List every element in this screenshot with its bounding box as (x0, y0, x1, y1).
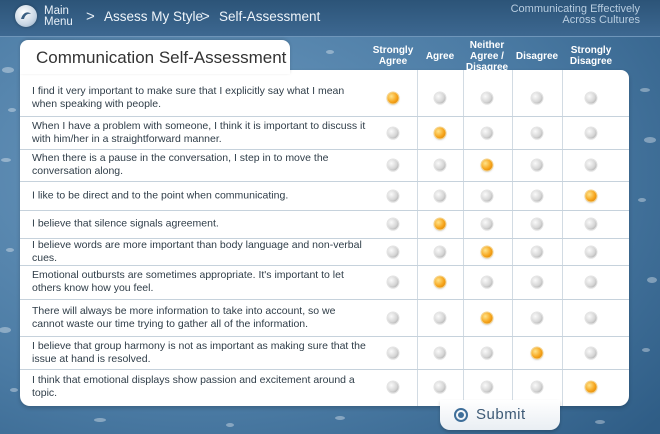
rating-radio-1[interactable] (388, 382, 399, 393)
course-title: Communicating Effectively Across Cultures (510, 3, 640, 26)
column-header: Strongly Agree (372, 45, 414, 67)
rating-radio-4[interactable] (532, 382, 543, 393)
rating-radio-4[interactable] (532, 347, 543, 358)
rating-radio-4[interactable] (532, 127, 543, 138)
question-text: I believe words are more important than body language and non-verbal cues. (32, 238, 362, 264)
rating-radio-2[interactable] (435, 277, 446, 288)
rating-radio-3[interactable] (482, 127, 493, 138)
rating-radio-5[interactable] (586, 312, 597, 323)
rating-radio-2[interactable] (435, 190, 446, 201)
rating-radio-2[interactable] (435, 347, 446, 358)
rating-radio-2[interactable] (435, 219, 446, 230)
rating-radio-2[interactable] (435, 93, 446, 104)
column-header: Agree (425, 50, 455, 62)
breadcrumb-separator: > (86, 8, 95, 25)
rating-radio-3[interactable] (482, 277, 493, 288)
rating-radio-3[interactable] (482, 160, 493, 171)
page-title: Communication Self-Assessment (36, 48, 287, 67)
question-text: I believe that group harmony is not as important as making sure that the issue at hand is resolved. (32, 339, 366, 365)
rating-radio-3[interactable] (482, 246, 493, 257)
question-text: I like to be direct and to the point when communicating. (32, 189, 289, 201)
rating-radio-3[interactable] (482, 382, 493, 393)
breadcrumb-separator: > (201, 8, 210, 25)
question-text: I think that emotional displays show passion and excitement around a topic. (32, 374, 355, 399)
rating-radio-1[interactable] (388, 93, 399, 104)
submit-button[interactable] (440, 400, 560, 430)
rating-radio-3[interactable] (482, 312, 493, 323)
question-text: When there is a pause in the conversation, I step in to move the conversation along. (32, 152, 329, 177)
rating-radio-5[interactable] (586, 219, 597, 230)
rating-radio-2[interactable] (435, 312, 446, 323)
rating-radio-5[interactable] (586, 277, 597, 288)
rating-radio-1[interactable] (388, 312, 399, 323)
column-header: Neither Agree / Disagree (465, 39, 509, 73)
assessment-title-tab (20, 40, 290, 74)
column-header: Strongly Disagree (569, 45, 613, 67)
rating-radio-5[interactable] (586, 190, 597, 201)
breadcrumb-self-assessment: Self-Assessment (219, 9, 321, 24)
rating-radio-2[interactable] (435, 160, 446, 171)
rating-radio-3[interactable] (482, 347, 493, 358)
question-text: There will always be more information to take into account, so we cannot waste our time trying to gather all of the information. (32, 304, 336, 330)
rating-radio-5[interactable] (586, 127, 597, 138)
main-menu-link[interactable]: Main Menu (44, 5, 73, 28)
rating-radio-4[interactable] (532, 93, 543, 104)
rating-radio-5[interactable] (586, 347, 597, 358)
home-logo-icon[interactable] (15, 5, 37, 27)
top-nav-bar (0, 0, 660, 37)
rating-radio-4[interactable] (532, 219, 543, 230)
rating-radio-1[interactable] (388, 347, 399, 358)
rating-radio-4[interactable] (532, 246, 543, 257)
rating-radio-2[interactable] (435, 127, 446, 138)
breadcrumb-assess-my-style[interactable]: Assess My Style (104, 9, 204, 24)
rating-radio-2[interactable] (435, 382, 446, 393)
submit-label: Submit (476, 406, 526, 423)
rating-radio-5[interactable] (586, 160, 597, 171)
column-header: Disagree (515, 50, 559, 62)
submit-icon (454, 408, 468, 422)
rating-radio-1[interactable] (388, 277, 399, 288)
question-text: Emotional outbursts are sometimes appropriate. It's important to let others know how you feel. (32, 269, 344, 294)
rating-radio-4[interactable] (532, 277, 543, 288)
rating-radio-3[interactable] (482, 219, 493, 230)
rating-radio-1[interactable] (388, 219, 399, 230)
rating-radio-5[interactable] (586, 382, 597, 393)
rating-radio-4[interactable] (532, 312, 543, 323)
rating-radio-2[interactable] (435, 246, 446, 257)
rating-radio-3[interactable] (482, 190, 493, 201)
question-text: I believe that silence signals agreement. (32, 217, 219, 230)
rating-radio-1[interactable] (388, 160, 399, 171)
rating-radio-5[interactable] (586, 93, 597, 104)
rating-radio-4[interactable] (532, 190, 543, 201)
question-text: When I have a problem with someone, I think it is important to discuss it with him/her in a straightforward manner. (32, 119, 366, 145)
rating-radio-1[interactable] (388, 190, 399, 201)
rating-radio-3[interactable] (482, 93, 493, 104)
rating-radio-5[interactable] (586, 246, 597, 257)
rating-radio-1[interactable] (388, 127, 399, 138)
rating-radio-4[interactable] (532, 160, 543, 171)
question-text: I find it very important to make sure that I explicitly say what I mean when speaking with people. (32, 85, 345, 110)
rating-radio-1[interactable] (388, 246, 399, 257)
